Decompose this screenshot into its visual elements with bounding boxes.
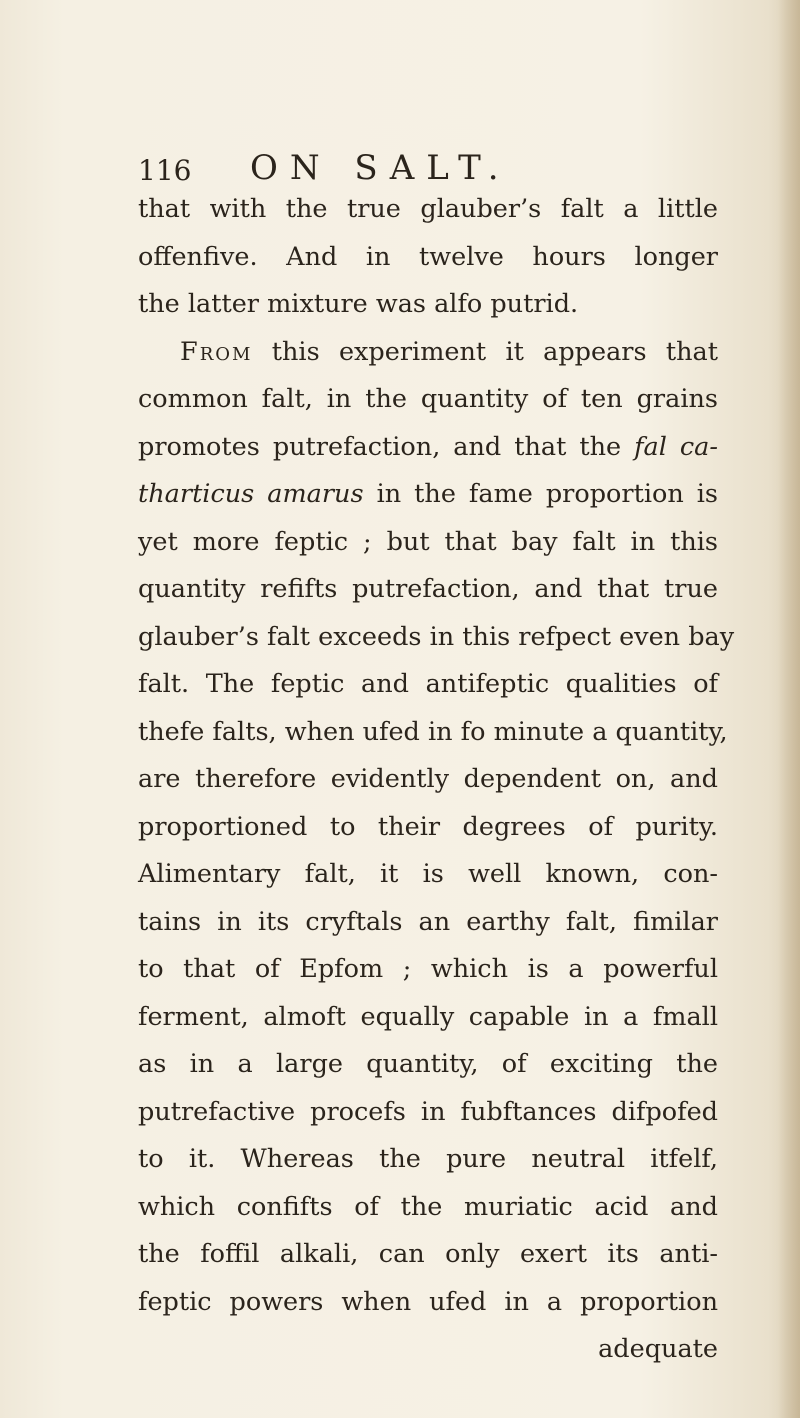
text-line: thefe falts, when ufed in fo minute a quantity, <box>138 716 728 747</box>
text-line: offenfive. And in twelve hours longer <box>138 241 718 272</box>
text-line: putrefactive procefs in fubftances difpofed <box>138 1096 718 1127</box>
text-line: ferment, almoft equally capable in a fmall <box>138 1001 718 1032</box>
text-line: are therefore evidently dependent on, and <box>138 764 718 794</box>
text-line: the foffil alkali, can only exert its anti- <box>138 1239 718 1269</box>
text-line: proportioned to their degrees of purity. <box>138 811 718 842</box>
body-text <box>138 186 735 1374</box>
page-number: 116 <box>138 154 192 187</box>
text-line: to it. Whereas the pure neutral itfelf, <box>138 1144 718 1174</box>
text-line: promotes putrefaction, and that the fal ca- <box>138 431 718 462</box>
text-line: falt. The feptic and antifeptic qualities of <box>138 669 718 699</box>
running-title: ON SALT. <box>250 148 511 188</box>
italic-term: tharticus amarus <box>138 479 364 509</box>
catchword: adequate <box>598 1334 718 1364</box>
italic-term: fal ca- <box>634 431 718 462</box>
text-line: glauber’s falt exceeds in this refpect even bay <box>138 621 735 652</box>
text-line: the latter mixture was alfo putrid. <box>138 289 579 319</box>
text-line: tains in its cryftals an earthy falt, fimilar <box>138 906 718 937</box>
text-line: yet more feptic ; but that bay falt in this <box>138 526 718 557</box>
text-line: tharticus amarus in the fame proportion is <box>138 479 718 509</box>
text-line: feptic powers when ufed in a proportion <box>138 1286 718 1317</box>
paragraph-start-line: From this experiment it appears that <box>180 336 718 367</box>
text-line: quantity refifts putrefaction, and that true <box>138 574 718 604</box>
text-line: which confifts of the muriatic acid and <box>138 1191 718 1222</box>
small-caps-lead: From <box>180 336 253 367</box>
page-edge-shadow <box>778 0 800 1418</box>
text-line: as in a large quantity, of exciting the <box>138 1049 718 1079</box>
text-line: common falt, in the quantity of ten grains <box>138 384 718 414</box>
text-line: that with the true glauber’s falt a little <box>138 194 718 224</box>
text-line: to that of Epfom ; which is a powerful <box>138 954 718 984</box>
text-line: Alimentary falt, it is well known, con- <box>138 859 718 889</box>
